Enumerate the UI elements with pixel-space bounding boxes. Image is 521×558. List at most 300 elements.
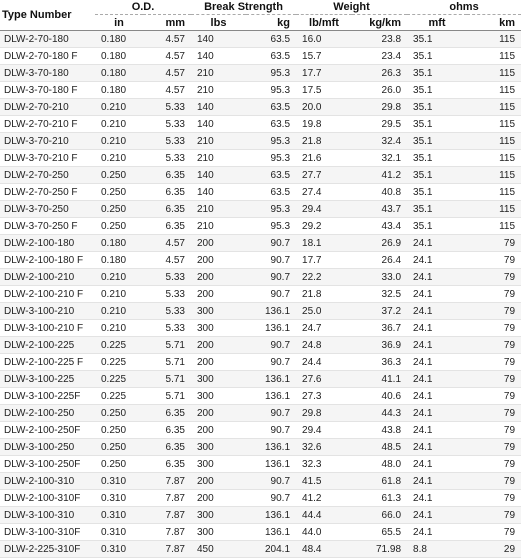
od-mm-cell: 6.35: [143, 201, 191, 218]
ohms-km-cell: 115: [467, 150, 521, 167]
weight-kg-km-cell: 32.1: [352, 150, 407, 167]
break-lbs-cell: 300: [191, 303, 246, 320]
weight-kg-km-cell: 43.4: [352, 218, 407, 235]
break-lbs-cell: 210: [191, 218, 246, 235]
od-mm-cell: 7.87: [143, 541, 191, 558]
od-mm-cell: 6.35: [143, 167, 191, 184]
table-row: [0, 31, 521, 48]
type-number-cell: DLW-3-100-250F: [0, 456, 95, 473]
od-in-cell: 0.250: [95, 167, 143, 184]
unit-kg-km-header: kg/km: [352, 15, 407, 31]
type-number-cell: DLW-2-100-180: [0, 235, 95, 252]
ohms-km-cell: 79: [467, 320, 521, 337]
weight-kg-km-cell: 33.0: [352, 269, 407, 286]
break-lbs-cell: 200: [191, 405, 246, 422]
type-number-cell: DLW-2-100-310F: [0, 490, 95, 507]
type-number-cell: DLW-3-70-210 F: [0, 150, 95, 167]
ohms-km-cell: 115: [467, 48, 521, 65]
table-row: [0, 235, 521, 252]
od-mm-cell: 5.33: [143, 99, 191, 116]
break-kg-cell: 204.1: [246, 541, 296, 558]
ohms-mft-cell: 35.1: [407, 150, 467, 167]
weight-kg-km-cell: 32.4: [352, 133, 407, 150]
ohms-mft-cell: 24.1: [407, 473, 467, 490]
break-strength-header: Break Strength: [191, 0, 296, 15]
break-lbs-cell: 140: [191, 184, 246, 201]
ohms-km-cell: 79: [467, 422, 521, 439]
weight-lb-mft-cell: 29.8: [296, 405, 352, 422]
break-lbs-cell: 300: [191, 371, 246, 388]
ohms-mft-cell: 24.1: [407, 388, 467, 405]
break-lbs-cell: 450: [191, 541, 246, 558]
table-row: [0, 473, 521, 490]
od-in-cell: 0.250: [95, 439, 143, 456]
weight-kg-km-cell: 44.3: [352, 405, 407, 422]
ohms-km-cell: 79: [467, 388, 521, 405]
unit-lb-mft-header: lb/mft: [296, 15, 352, 31]
type-number-cell: DLW-2-100-250F: [0, 422, 95, 439]
break-lbs-cell: 200: [191, 422, 246, 439]
type-number-cell: DLW-3-100-310: [0, 507, 95, 524]
type-number-cell: DLW-2-100-250: [0, 405, 95, 422]
type-number-cell: DLW-2-100-225: [0, 337, 95, 354]
weight-lb-mft-cell: 32.3: [296, 456, 352, 473]
type-number-cell: DLW-2-225-310F: [0, 541, 95, 558]
od-in-cell: 0.310: [95, 524, 143, 541]
table-row: [0, 303, 521, 320]
type-number-cell: DLW-2-70-250: [0, 167, 95, 184]
table-row: [0, 201, 521, 218]
weight-kg-km-cell: 26.4: [352, 252, 407, 269]
ohms-km-cell: 79: [467, 473, 521, 490]
break-lbs-cell: 140: [191, 48, 246, 65]
type-number-cell: DLW-3-70-180: [0, 65, 95, 82]
weight-kg-km-cell: 48.5: [352, 439, 407, 456]
break-kg-cell: 90.7: [246, 235, 296, 252]
break-lbs-cell: 300: [191, 320, 246, 337]
ohms-mft-cell: 24.1: [407, 405, 467, 422]
break-lbs-cell: 200: [191, 354, 246, 371]
weight-lb-mft-cell: 18.1: [296, 235, 352, 252]
break-kg-cell: 63.5: [246, 184, 296, 201]
ohms-mft-cell: 24.1: [407, 337, 467, 354]
break-lbs-cell: 300: [191, 439, 246, 456]
type-number-cell: DLW-2-100-180 F: [0, 252, 95, 269]
break-kg-cell: 63.5: [246, 116, 296, 133]
weight-kg-km-cell: 61.3: [352, 490, 407, 507]
ohms-km-cell: 79: [467, 269, 521, 286]
od-in-cell: 0.180: [95, 31, 143, 48]
od-mm-cell: 6.35: [143, 405, 191, 422]
weight-kg-km-cell: 37.2: [352, 303, 407, 320]
weight-lb-mft-cell: 48.4: [296, 541, 352, 558]
type-number-cell: DLW-3-70-250 F: [0, 218, 95, 235]
od-in-cell: 0.180: [95, 235, 143, 252]
od-in-cell: 0.180: [95, 65, 143, 82]
table-body: [0, 31, 521, 558]
ohms-mft-cell: 35.1: [407, 201, 467, 218]
weight-lb-mft-cell: 21.6: [296, 150, 352, 167]
ohms-mft-cell: 24.1: [407, 524, 467, 541]
type-number-cell: DLW-2-70-210 F: [0, 116, 95, 133]
od-mm-cell: 5.33: [143, 133, 191, 150]
weight-kg-km-cell: 61.8: [352, 473, 407, 490]
weight-lb-mft-cell: 24.8: [296, 337, 352, 354]
weight-lb-mft-cell: 24.7: [296, 320, 352, 337]
weight-lb-mft-cell: 44.4: [296, 507, 352, 524]
ohms-mft-cell: 24.1: [407, 269, 467, 286]
weight-kg-km-cell: 41.1: [352, 371, 407, 388]
unit-in-header: in: [95, 15, 143, 31]
weight-lb-mft-cell: 19.8: [296, 116, 352, 133]
weight-kg-km-cell: 36.9: [352, 337, 407, 354]
ohms-mft-cell: 35.1: [407, 31, 467, 48]
ohms-km-cell: 79: [467, 354, 521, 371]
break-kg-cell: 136.1: [246, 371, 296, 388]
ohms-km-cell: 115: [467, 133, 521, 150]
weight-lb-mft-cell: 24.4: [296, 354, 352, 371]
break-kg-cell: 90.7: [246, 286, 296, 303]
type-number-cell: DLW-3-70-210: [0, 133, 95, 150]
table-row: [0, 252, 521, 269]
table-row: [0, 541, 521, 558]
table-row: [0, 65, 521, 82]
od-in-cell: 0.310: [95, 490, 143, 507]
table-row: [0, 150, 521, 167]
weight-lb-mft-cell: 17.7: [296, 65, 352, 82]
ohms-km-cell: 115: [467, 65, 521, 82]
od-in-cell: 0.250: [95, 201, 143, 218]
break-kg-cell: 95.3: [246, 150, 296, 167]
weight-lb-mft-cell: 16.0: [296, 31, 352, 48]
ohms-km-cell: 79: [467, 405, 521, 422]
type-number-cell: DLW-3-100-210: [0, 303, 95, 320]
od-in-cell: 0.180: [95, 252, 143, 269]
od-in-cell: 0.180: [95, 48, 143, 65]
ohms-mft-cell: 35.1: [407, 99, 467, 116]
break-kg-cell: 90.7: [246, 337, 296, 354]
break-kg-cell: 90.7: [246, 354, 296, 371]
od-in-cell: 0.250: [95, 456, 143, 473]
ohms-km-cell: 115: [467, 31, 521, 48]
od-in-cell: 0.250: [95, 184, 143, 201]
weight-lb-mft-cell: 21.8: [296, 133, 352, 150]
weight-kg-km-cell: 43.7: [352, 201, 407, 218]
ohms-mft-cell: 35.1: [407, 82, 467, 99]
break-lbs-cell: 200: [191, 269, 246, 286]
od-mm-cell: 7.87: [143, 524, 191, 541]
weight-kg-km-cell: 43.8: [352, 422, 407, 439]
od-mm-cell: 5.33: [143, 269, 191, 286]
table-row: [0, 422, 521, 439]
weight-kg-km-cell: 32.5: [352, 286, 407, 303]
table-row: [0, 388, 521, 405]
weight-lb-mft-cell: 22.2: [296, 269, 352, 286]
od-mm-cell: 4.57: [143, 48, 191, 65]
od-mm-cell: 5.33: [143, 150, 191, 167]
table-row: [0, 48, 521, 65]
od-mm-cell: 4.57: [143, 82, 191, 99]
od-mm-cell: 7.87: [143, 473, 191, 490]
od-in-cell: 0.210: [95, 303, 143, 320]
ohms-km-cell: 79: [467, 286, 521, 303]
weight-kg-km-cell: 29.8: [352, 99, 407, 116]
weight-lb-mft-cell: 27.6: [296, 371, 352, 388]
table-row: [0, 99, 521, 116]
weight-lb-mft-cell: 27.3: [296, 388, 352, 405]
break-kg-cell: 95.3: [246, 218, 296, 235]
ohms-km-cell: 79: [467, 303, 521, 320]
unit-lbs-header: lbs: [191, 15, 246, 31]
od-mm-cell: 6.35: [143, 184, 191, 201]
type-number-cell: DLW-2-100-225 F: [0, 354, 95, 371]
break-lbs-cell: 300: [191, 456, 246, 473]
weight-kg-km-cell: 26.0: [352, 82, 407, 99]
type-number-cell: DLW-3-100-225F: [0, 388, 95, 405]
od-mm-cell: 6.35: [143, 218, 191, 235]
od-in-cell: 0.210: [95, 133, 143, 150]
table-row: [0, 167, 521, 184]
break-kg-cell: 95.3: [246, 65, 296, 82]
break-kg-cell: 63.5: [246, 48, 296, 65]
ohms-mft-cell: 35.1: [407, 133, 467, 150]
ohms-mft-cell: 35.1: [407, 65, 467, 82]
table-row: [0, 490, 521, 507]
ohms-km-cell: 79: [467, 524, 521, 541]
od-in-cell: 0.225: [95, 337, 143, 354]
unit-mm-header: mm: [143, 15, 191, 31]
ohms-mft-cell: 24.1: [407, 490, 467, 507]
unit-kg-header: kg: [246, 15, 296, 31]
break-kg-cell: 136.1: [246, 456, 296, 473]
ohms-km-cell: 79: [467, 235, 521, 252]
ohms-mft-cell: 24.1: [407, 439, 467, 456]
weight-kg-km-cell: 36.7: [352, 320, 407, 337]
ohms-km-cell: 79: [467, 456, 521, 473]
od-in-cell: 0.250: [95, 405, 143, 422]
weight-kg-km-cell: 26.9: [352, 235, 407, 252]
od-header: O.D.: [95, 0, 191, 15]
od-mm-cell: 5.71: [143, 388, 191, 405]
ohms-mft-cell: 24.1: [407, 507, 467, 524]
od-in-cell: 0.210: [95, 99, 143, 116]
ohms-mft-cell: 24.1: [407, 286, 467, 303]
ohms-mft-cell: 24.1: [407, 422, 467, 439]
break-lbs-cell: 210: [191, 150, 246, 167]
od-mm-cell: 4.57: [143, 31, 191, 48]
type-number-cell: DLW-3-100-310F: [0, 524, 95, 541]
ohms-mft-cell: 24.1: [407, 456, 467, 473]
od-mm-cell: 4.57: [143, 65, 191, 82]
type-number-cell: DLW-2-100-210: [0, 269, 95, 286]
weight-kg-km-cell: 71.98: [352, 541, 407, 558]
break-kg-cell: 63.5: [246, 31, 296, 48]
break-lbs-cell: 210: [191, 201, 246, 218]
od-in-cell: 0.210: [95, 116, 143, 133]
break-lbs-cell: 210: [191, 133, 246, 150]
table-row: [0, 320, 521, 337]
break-lbs-cell: 140: [191, 116, 246, 133]
weight-lb-mft-cell: 27.4: [296, 184, 352, 201]
od-mm-cell: 7.87: [143, 507, 191, 524]
weight-kg-km-cell: 40.8: [352, 184, 407, 201]
table-row: [0, 116, 521, 133]
od-in-cell: 0.250: [95, 218, 143, 235]
table-row: [0, 354, 521, 371]
break-kg-cell: 90.7: [246, 422, 296, 439]
od-in-cell: 0.310: [95, 473, 143, 490]
break-lbs-cell: 300: [191, 507, 246, 524]
od-in-cell: 0.225: [95, 388, 143, 405]
type-number-cell: DLW-2-100-310: [0, 473, 95, 490]
break-kg-cell: 136.1: [246, 507, 296, 524]
ohms-km-cell: 79: [467, 337, 521, 354]
ohms-km-cell: 115: [467, 201, 521, 218]
break-kg-cell: 136.1: [246, 320, 296, 337]
od-mm-cell: 7.87: [143, 490, 191, 507]
weight-kg-km-cell: 48.0: [352, 456, 407, 473]
table-row: [0, 524, 521, 541]
ohms-km-cell: 29: [467, 541, 521, 558]
ohms-mft-cell: 8.8: [407, 541, 467, 558]
ohms-mft-cell: 24.1: [407, 235, 467, 252]
break-kg-cell: 90.7: [246, 405, 296, 422]
break-lbs-cell: 300: [191, 524, 246, 541]
od-mm-cell: 5.71: [143, 371, 191, 388]
ohms-km-cell: 79: [467, 371, 521, 388]
table-row: [0, 507, 521, 524]
od-mm-cell: 6.35: [143, 422, 191, 439]
break-lbs-cell: 140: [191, 99, 246, 116]
weight-lb-mft-cell: 17.7: [296, 252, 352, 269]
od-mm-cell: 4.57: [143, 252, 191, 269]
break-lbs-cell: 210: [191, 65, 246, 82]
ohms-mft-cell: 35.1: [407, 116, 467, 133]
break-lbs-cell: 140: [191, 31, 246, 48]
od-mm-cell: 5.33: [143, 320, 191, 337]
break-kg-cell: 90.7: [246, 252, 296, 269]
type-number-cell: DLW-2-70-210: [0, 99, 95, 116]
ohms-mft-cell: 24.1: [407, 303, 467, 320]
break-kg-cell: 136.1: [246, 439, 296, 456]
od-in-cell: 0.250: [95, 422, 143, 439]
table-row: [0, 337, 521, 354]
od-in-cell: 0.225: [95, 354, 143, 371]
ohms-km-cell: 79: [467, 439, 521, 456]
type-number-cell: DLW-2-70-180 F: [0, 48, 95, 65]
weight-lb-mft-cell: 44.0: [296, 524, 352, 541]
weight-kg-km-cell: 41.2: [352, 167, 407, 184]
ohms-km-cell: 115: [467, 167, 521, 184]
table-row: [0, 371, 521, 388]
break-kg-cell: 90.7: [246, 269, 296, 286]
od-in-cell: 0.180: [95, 82, 143, 99]
weight-lb-mft-cell: 32.6: [296, 439, 352, 456]
od-in-cell: 0.210: [95, 286, 143, 303]
weight-lb-mft-cell: 25.0: [296, 303, 352, 320]
weight-kg-km-cell: 23.8: [352, 31, 407, 48]
weight-lb-mft-cell: 29.4: [296, 422, 352, 439]
ohms-mft-cell: 24.1: [407, 371, 467, 388]
type-number-cell: DLW-3-100-225: [0, 371, 95, 388]
od-in-cell: 0.310: [95, 507, 143, 524]
weight-kg-km-cell: 66.0: [352, 507, 407, 524]
type-number-header: Type Number: [0, 0, 95, 31]
weight-lb-mft-cell: 29.4: [296, 201, 352, 218]
table-row: [0, 286, 521, 303]
od-in-cell: 0.210: [95, 320, 143, 337]
break-lbs-cell: 300: [191, 388, 246, 405]
break-kg-cell: 95.3: [246, 133, 296, 150]
type-number-cell: DLW-3-70-250: [0, 201, 95, 218]
table-row: [0, 405, 521, 422]
type-number-cell: DLW-3-100-210 F: [0, 320, 95, 337]
ohms-mft-cell: 24.1: [407, 252, 467, 269]
unit-mft-header: mft: [407, 15, 467, 31]
ohms-mft-cell: 35.1: [407, 218, 467, 235]
weight-lb-mft-cell: 20.0: [296, 99, 352, 116]
break-lbs-cell: 200: [191, 235, 246, 252]
weight-kg-km-cell: 40.6: [352, 388, 407, 405]
break-lbs-cell: 200: [191, 286, 246, 303]
break-kg-cell: 90.7: [246, 473, 296, 490]
ohms-mft-cell: 24.1: [407, 320, 467, 337]
type-number-cell: DLW-2-100-210 F: [0, 286, 95, 303]
weight-lb-mft-cell: 29.2: [296, 218, 352, 235]
type-number-cell: DLW-2-70-180: [0, 31, 95, 48]
weight-lb-mft-cell: 41.2: [296, 490, 352, 507]
weight-lb-mft-cell: 27.7: [296, 167, 352, 184]
od-mm-cell: 5.71: [143, 337, 191, 354]
ohms-mft-cell: 35.1: [407, 167, 467, 184]
od-mm-cell: 5.71: [143, 354, 191, 371]
weight-lb-mft-cell: 17.5: [296, 82, 352, 99]
ohms-mft-cell: 24.1: [407, 354, 467, 371]
break-lbs-cell: 200: [191, 252, 246, 269]
break-kg-cell: 136.1: [246, 303, 296, 320]
break-kg-cell: 90.7: [246, 490, 296, 507]
ohms-km-cell: 79: [467, 490, 521, 507]
ohms-header: ohms: [407, 0, 521, 15]
ohms-mft-cell: 35.1: [407, 184, 467, 201]
weight-kg-km-cell: 65.5: [352, 524, 407, 541]
ohms-km-cell: 115: [467, 82, 521, 99]
weight-header: Weight: [296, 0, 407, 15]
table-row: [0, 133, 521, 150]
od-in-cell: 0.210: [95, 269, 143, 286]
od-mm-cell: 5.33: [143, 286, 191, 303]
weight-kg-km-cell: 26.3: [352, 65, 407, 82]
ohms-km-cell: 115: [467, 218, 521, 235]
od-mm-cell: 6.35: [143, 439, 191, 456]
od-mm-cell: 4.57: [143, 235, 191, 252]
break-lbs-cell: 200: [191, 473, 246, 490]
od-in-cell: 0.210: [95, 150, 143, 167]
unit-km-header: km: [467, 15, 521, 31]
break-kg-cell: 136.1: [246, 524, 296, 541]
ohms-km-cell: 115: [467, 184, 521, 201]
break-kg-cell: 136.1: [246, 388, 296, 405]
break-kg-cell: 95.3: [246, 201, 296, 218]
weight-lb-mft-cell: 15.7: [296, 48, 352, 65]
ohms-km-cell: 79: [467, 507, 521, 524]
type-number-cell: DLW-3-100-250: [0, 439, 95, 456]
ohms-km-cell: 115: [467, 99, 521, 116]
table-row: [0, 82, 521, 99]
break-kg-cell: 63.5: [246, 167, 296, 184]
ohms-km-cell: 79: [467, 252, 521, 269]
od-in-cell: 0.310: [95, 541, 143, 558]
